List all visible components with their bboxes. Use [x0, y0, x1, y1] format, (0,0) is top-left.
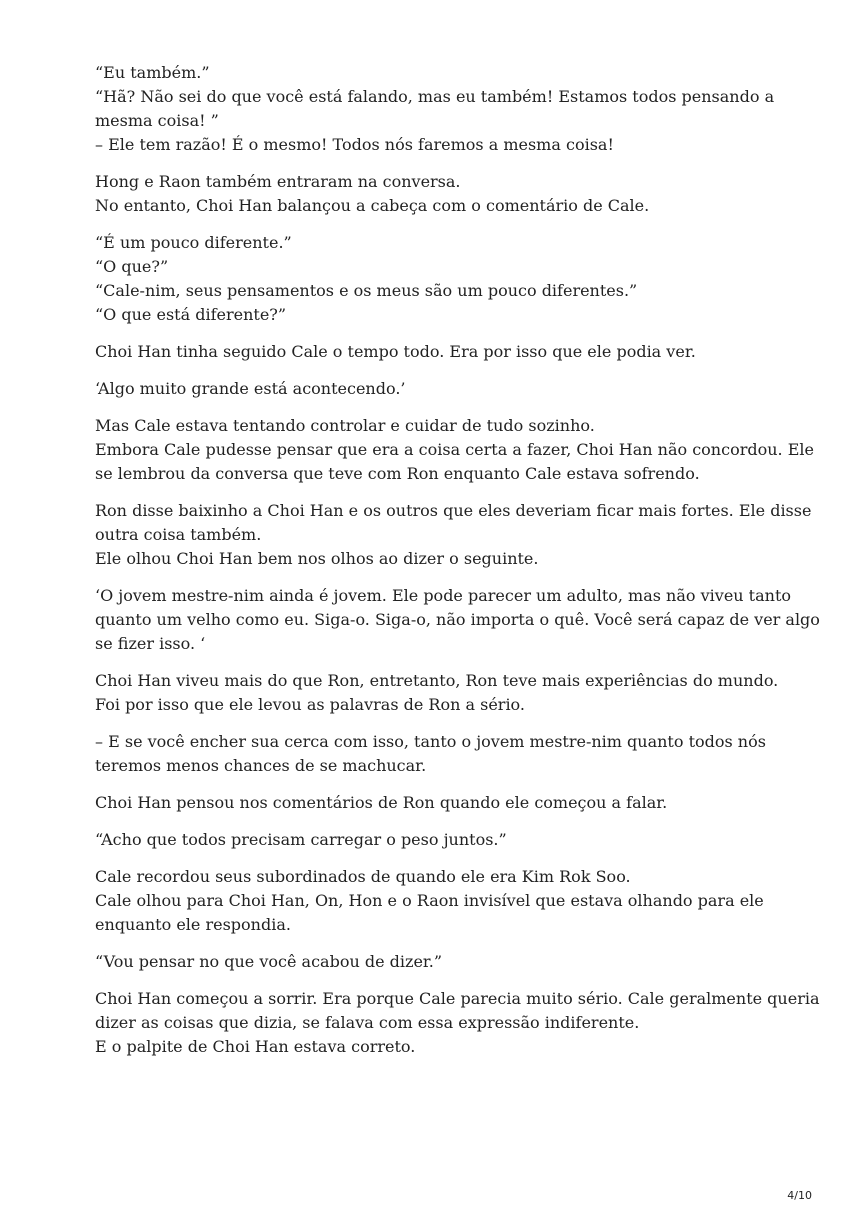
text-line: outra coisa também.	[95, 525, 262, 544]
text-line: Choi Han viveu mais do que Ron, entretanto, Ron teve mais experiências do mundo.	[95, 671, 779, 690]
text-line: Cale olhou para Choi Han, On, Hon e o Raon invisível que estava olhando para ele	[95, 891, 764, 910]
text-line: se fizer isso. ‘	[95, 634, 206, 653]
text-line: “Acho que todos precisam carregar o peso juntos.”	[95, 830, 507, 849]
text-line: ‘O jovem mestre-nim ainda é jovem. Ele pode parecer um adulto, mas não viveu tanto	[95, 586, 792, 605]
paragraph	[95, 584, 820, 656]
paragraph	[95, 231, 795, 327]
text-line: quanto um velho como eu. Siga-o. Siga-o, não importa o quê. Você será capaz de ver algo	[95, 610, 820, 629]
text-line: “O que está diferente?”	[95, 305, 287, 324]
text-line: No entanto, Choi Han balançou a cabeça com o comentário de Cale.	[95, 196, 650, 215]
text-line: dizer as coisas que dizia, se falava com essa expressão indiferente.	[95, 1013, 640, 1032]
paragraph	[95, 61, 795, 157]
paragraph	[95, 730, 795, 778]
text-line: Choi Han começou a sorrir. Era porque Cale parecia muito sério. Cale geralmente queria	[95, 989, 820, 1008]
paragraph	[95, 791, 795, 815]
paragraph	[95, 170, 795, 218]
paragraph	[95, 828, 795, 852]
paragraph	[95, 987, 820, 1059]
text-line: mesma coisa! ”	[95, 111, 219, 130]
text-line: teremos menos chances de se machucar.	[95, 756, 427, 775]
paragraph	[95, 377, 795, 401]
text-line: Mas Cale estava tentando controlar e cuidar de tudo sozinho.	[95, 416, 595, 435]
text-line: Ele olhou Choi Han bem nos olhos ao dizer o seguinte.	[95, 549, 539, 568]
text-line: “Cale-nim, seus pensamentos e os meus são um pouco diferentes.”	[95, 281, 638, 300]
text-line: Choi Han tinha seguido Cale o tempo todo. Era por isso que ele podia ver.	[95, 342, 696, 361]
page-number: 4/10	[787, 1189, 812, 1202]
text-line: “Hã? Não sei do que você está falando, mas eu também! Estamos todos pensando a	[95, 87, 775, 106]
text-line: Choi Han pensou nos comentários de Ron quando ele começou a falar.	[95, 793, 668, 812]
text-line: – E se você encher sua cerca com isso, tanto o jovem mestre-nim quanto todos nós	[95, 732, 766, 751]
paragraph	[95, 340, 795, 364]
text-line: Hong e Raon também entraram na conversa.	[95, 172, 461, 191]
text-line: ‘Algo muito grande está acontecendo.’	[95, 379, 406, 398]
text-line: Embora Cale pudesse pensar que era a coisa certa a fazer, Choi Han não concordou. Ele	[95, 440, 814, 459]
text-line: “É um pouco diferente.”	[95, 233, 292, 252]
text-line: enquanto ele respondia.	[95, 915, 291, 934]
text-line: “Vou pensar no que você acabou de dizer.”	[95, 952, 443, 971]
text-line: E o palpite de Choi Han estava correto.	[95, 1037, 416, 1056]
paragraph	[95, 499, 812, 571]
text-line: – Ele tem razão! É o mesmo! Todos nós faremos a mesma coisa!	[95, 135, 614, 154]
text-line: “O que?”	[95, 257, 169, 276]
paragraph	[95, 414, 814, 486]
paragraph	[95, 865, 795, 937]
paragraph	[95, 950, 795, 974]
text-line: Ron disse baixinho a Choi Han e os outros que eles deveriam ficar mais fortes. Ele disse	[95, 501, 812, 520]
paragraph	[95, 669, 795, 717]
text-line: se lembrou da conversa que teve com Ron enquanto Cale estava sofrendo.	[95, 464, 700, 483]
text-line: Foi por isso que ele levou as palavras de Ron a sério.	[95, 695, 525, 714]
text-line: Cale recordou seus subordinados de quando ele era Kim Rok Soo.	[95, 867, 631, 886]
text-line: “Eu também.”	[95, 63, 210, 82]
document-body	[95, 61, 820, 1072]
